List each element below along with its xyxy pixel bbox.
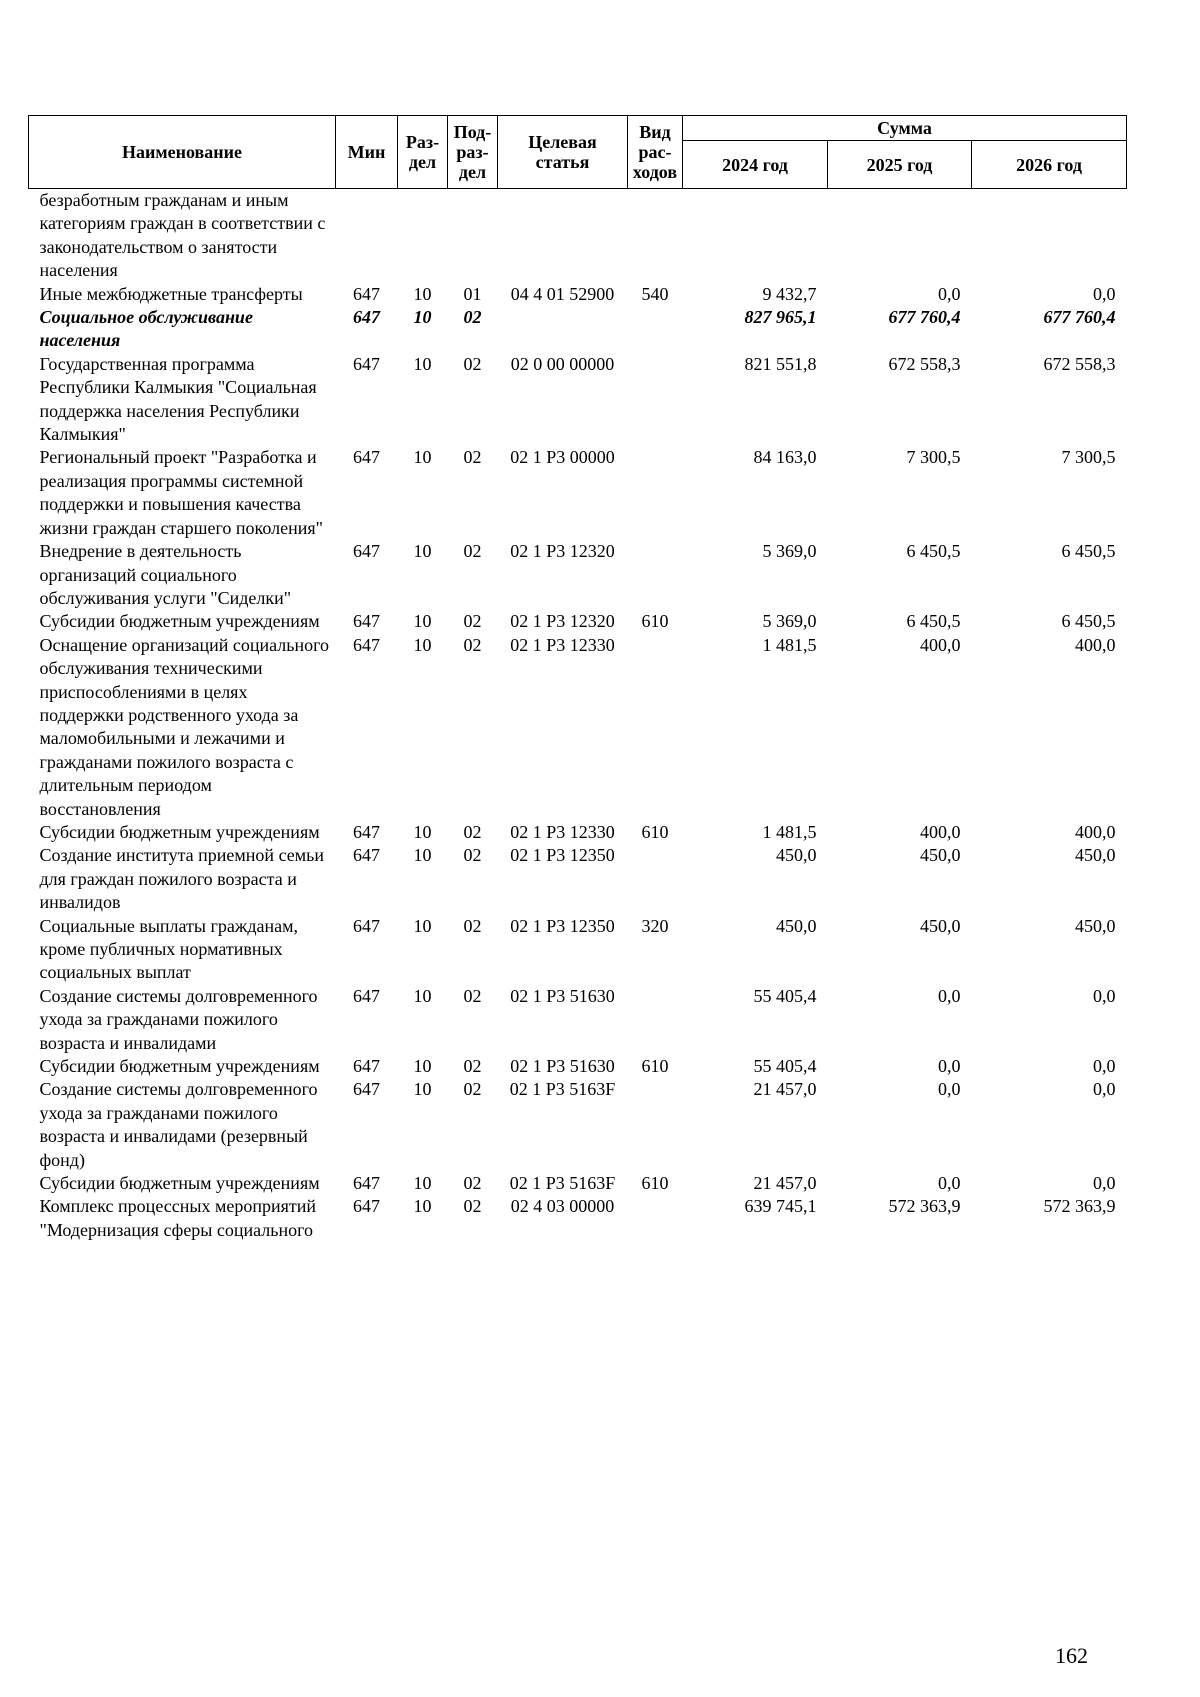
- cell-2026: 7 300,5: [1061, 447, 1116, 468]
- header-podrazdel: Под- раз- дел: [448, 116, 498, 189]
- cell-razdel: 10: [413, 541, 432, 562]
- header-target: Целевая статья: [498, 116, 628, 189]
- cell-target: 02 1 P3 00000: [510, 447, 615, 468]
- cell-2024: 84 163,0: [753, 447, 817, 468]
- cell-2025: 672 558,3: [888, 353, 961, 374]
- cell-2024: 55 405,4: [753, 1056, 817, 1077]
- cell-2024: [683, 189, 828, 283]
- cell-razdel: 10: [413, 611, 432, 632]
- table-body: [29, 189, 1127, 1243]
- cell-vid: [628, 985, 683, 1055]
- cell-2026: 400,0: [1075, 634, 1116, 655]
- cell-2024: 827 965,1: [744, 307, 817, 328]
- cell-2024: 5 369,0: [762, 611, 817, 632]
- page-number: 162: [1055, 1643, 1088, 1668]
- cell-2025: 450,0: [920, 915, 961, 936]
- cell-target: 02 1 P3 51630: [510, 1056, 615, 1077]
- cell-min: 647: [353, 1173, 380, 1194]
- cell-2026: 6 450,5: [1061, 611, 1116, 632]
- cell-min: 647: [353, 353, 380, 374]
- table-row: [29, 1078, 1127, 1172]
- cell-name: Создание института приемной семьи для граждан пожилого возраста и инвалидов: [39, 845, 324, 913]
- cell-target: 02 1 P3 5163F: [509, 1173, 616, 1194]
- cell-name: Оснащение организаций социального обслуживания техническими приспособлениями в целях поддержки родственного ухода за маломобильными и лежачими и гражданами пожилого возраста с длительным периодом восстановления: [39, 634, 330, 819]
- header-sum: Сумма: [683, 116, 1127, 141]
- cell-razdel: 10: [413, 1079, 432, 1100]
- cell-target: 04 4 01 52900: [510, 283, 615, 304]
- cell-podrazdel: 02: [463, 1056, 482, 1077]
- cell-razdel: 10: [413, 845, 432, 866]
- cell-2025: 400,0: [920, 634, 961, 655]
- cell-razdel: 10: [413, 915, 432, 936]
- cell-2026: 0,0: [1093, 1173, 1116, 1194]
- cell-vid: 610: [641, 611, 669, 632]
- cell-2025: 0,0: [938, 1173, 961, 1194]
- cell-vid: [628, 1195, 683, 1242]
- cell-vid: 610: [641, 821, 669, 842]
- cell-razdel: 10: [413, 1056, 432, 1077]
- table-header: [29, 116, 1127, 189]
- header-min: Мин: [336, 116, 398, 189]
- table-row: [29, 634, 1127, 821]
- cell-2026: 0,0: [1093, 1056, 1116, 1077]
- cell-2025: 0,0: [938, 1079, 961, 1100]
- cell-target: 02 1 P3 12330: [510, 634, 615, 655]
- cell-razdel: 10: [413, 447, 432, 468]
- cell-2024: 450,0: [776, 915, 817, 936]
- cell-podrazdel: 02: [463, 1079, 482, 1100]
- cell-name: Создание системы долговременного ухода за гражданами пожилого возраста и инвалидами (резервный фонд): [39, 1079, 318, 1170]
- cell-name: Региональный проект "Разработка и реализация программы системной поддержки и повышения качества жизни граждан старшего поколения": [39, 447, 323, 538]
- cell-min: 647: [353, 845, 380, 866]
- cell-2024: 821 551,8: [744, 353, 817, 374]
- cell-razdel: 10: [413, 1173, 432, 1194]
- cell-2026: 0,0: [1093, 283, 1116, 304]
- header-name: Наименование: [29, 116, 336, 189]
- cell-2025: 0,0: [938, 985, 961, 1006]
- cell-razdel: 10: [413, 985, 432, 1006]
- cell-vid: 540: [641, 283, 669, 304]
- table-row: [29, 985, 1127, 1055]
- cell-name: Субсидии бюджетным учреждениям: [39, 611, 320, 632]
- cell-razdel: 10: [413, 283, 432, 304]
- cell-min: 647: [353, 611, 380, 632]
- cell-vid: 320: [641, 915, 669, 936]
- table-row: [29, 353, 1127, 447]
- budget-table: [28, 115, 1127, 1242]
- cell-min: 647: [353, 1196, 380, 1217]
- cell-vid: 610: [641, 1173, 669, 1194]
- table-row: [29, 915, 1127, 985]
- cell-2025: 0,0: [938, 1056, 961, 1077]
- cell-podrazdel: [448, 189, 498, 283]
- cell-vid: [628, 353, 683, 447]
- table-row: [29, 189, 1127, 283]
- cell-vid: [628, 540, 683, 610]
- cell-podrazdel: 02: [463, 821, 482, 842]
- cell-2026: 0,0: [1093, 985, 1116, 1006]
- cell-razdel: 10: [413, 307, 432, 328]
- cell-vid: [628, 446, 683, 540]
- cell-2024: 639 745,1: [744, 1196, 817, 1217]
- cell-2026: 450,0: [1075, 845, 1116, 866]
- cell-target: 02 4 03 00000: [510, 1196, 615, 1217]
- cell-name: Субсидии бюджетным учреждениям: [39, 1056, 320, 1077]
- cell-2026: 450,0: [1075, 915, 1116, 936]
- table-row: [29, 446, 1127, 540]
- cell-min: 647: [353, 283, 380, 304]
- table-row: [29, 844, 1127, 914]
- cell-podrazdel: 01: [463, 283, 482, 304]
- cell-name: Субсидии бюджетным учреждениям: [39, 821, 320, 842]
- cell-2025: 6 450,5: [906, 541, 961, 562]
- table-row: [29, 821, 1127, 844]
- cell-min: 647: [353, 821, 380, 842]
- table-row: [29, 1055, 1127, 1078]
- cell-2026: 672 558,3: [1043, 353, 1116, 374]
- cell-min: 647: [353, 915, 380, 936]
- cell-target: [498, 189, 628, 283]
- cell-2026: 6 450,5: [1061, 541, 1116, 562]
- cell-2024: 21 457,0: [753, 1173, 817, 1194]
- header-2026: 2026 год: [972, 141, 1127, 189]
- cell-min: 647: [353, 541, 380, 562]
- cell-podrazdel: 02: [463, 915, 482, 936]
- cell-podrazdel: 02: [463, 634, 482, 655]
- cell-name: Внедрение в деятельность организаций социального обслуживания услуги "Сиделки": [39, 541, 292, 608]
- table-row: [29, 540, 1127, 610]
- table-row: [29, 306, 1127, 353]
- cell-name: безработным гражданам и иным категориям граждан в соответствии с законодательством о занятости населения: [39, 190, 326, 281]
- cell-2025: 677 760,4: [888, 307, 961, 328]
- cell-2024: 5 369,0: [762, 541, 817, 562]
- cell-vid: 610: [641, 1056, 669, 1077]
- table-row: [29, 1195, 1127, 1242]
- cell-min: 647: [353, 634, 380, 655]
- cell-2025: 6 450,5: [906, 611, 961, 632]
- cell-name: Государственная программа Республики Калмыкия "Социальная поддержка населения Республики Калмыкия": [39, 353, 317, 445]
- cell-target: 02 1 P3 12350: [510, 915, 615, 936]
- header-razdel: Раз- дел: [398, 116, 448, 189]
- cell-podrazdel: 02: [463, 611, 482, 632]
- cell-podrazdel: 02: [463, 353, 482, 374]
- header-2024: 2024 год: [683, 141, 828, 189]
- cell-2024: 1 481,5: [762, 821, 817, 842]
- cell-target: 02 1 P3 12330: [510, 821, 615, 842]
- cell-podrazdel: 02: [463, 307, 482, 328]
- cell-2026: 0,0: [1093, 1079, 1116, 1100]
- cell-min: [336, 189, 398, 283]
- cell-min: 647: [353, 447, 380, 468]
- cell-vid: [628, 1078, 683, 1172]
- table-row: [29, 1172, 1127, 1195]
- cell-2026: 677 760,4: [1043, 307, 1116, 328]
- cell-razdel: 10: [413, 1196, 432, 1217]
- cell-name: Комплекс процессных мероприятий "Модернизация сферы социального: [39, 1196, 317, 1240]
- cell-vid: [628, 844, 683, 914]
- cell-podrazdel: 02: [463, 541, 482, 562]
- cell-2025: 0,0: [938, 283, 961, 304]
- cell-min: 647: [353, 1079, 380, 1100]
- cell-2025: 450,0: [920, 845, 961, 866]
- cell-podrazdel: 02: [463, 447, 482, 468]
- cell-podrazdel: 02: [463, 985, 482, 1006]
- cell-2025: 572 363,9: [888, 1196, 961, 1217]
- cell-min: 647: [353, 307, 380, 328]
- cell-name: Иные межбюджетные трансферты: [39, 283, 303, 304]
- cell-target: 02 1 P3 12320: [510, 541, 615, 562]
- cell-podrazdel: 02: [463, 1173, 482, 1194]
- header-vid: Вид рас- ходов: [628, 116, 683, 189]
- cell-min: 647: [353, 1056, 380, 1077]
- cell-razdel: 10: [413, 821, 432, 842]
- cell-target: 02 1 P3 12350: [510, 845, 615, 866]
- cell-2024: 450,0: [776, 845, 817, 866]
- cell-target: 02 0 00 00000: [510, 353, 615, 374]
- cell-name: Создание системы долговременного ухода за гражданами пожилого возраста и инвалидами: [39, 985, 318, 1053]
- cell-podrazdel: 02: [463, 845, 482, 866]
- cell-2024: 1 481,5: [762, 634, 817, 655]
- cell-2024: 9 432,7: [762, 283, 817, 304]
- cell-2025: [828, 189, 972, 283]
- cell-vid: [628, 634, 683, 821]
- cell-target: 02 1 P3 12320: [510, 611, 615, 632]
- cell-razdel: [398, 189, 448, 283]
- cell-razdel: 10: [413, 634, 432, 655]
- cell-name: Социальные выплаты гражданам, кроме публичных нормативных социальных выплат: [39, 915, 298, 983]
- cell-min: 647: [353, 985, 380, 1006]
- cell-razdel: 10: [413, 353, 432, 374]
- cell-podrazdel: 02: [463, 1196, 482, 1217]
- cell-vid: [628, 306, 683, 353]
- cell-name: Субсидии бюджетным учреждениям: [39, 1173, 320, 1194]
- cell-2026: 572 363,9: [1043, 1196, 1116, 1217]
- cell-2024: 55 405,4: [753, 985, 817, 1006]
- cell-name: Социальное обслуживание населения: [39, 307, 253, 351]
- cell-target: 02 1 P3 5163F: [509, 1079, 616, 1100]
- cell-vid: [628, 189, 683, 283]
- cell-2025: 7 300,5: [906, 447, 961, 468]
- table-row: [29, 610, 1127, 633]
- cell-target: [498, 306, 628, 353]
- table-row: [29, 283, 1127, 306]
- cell-target: 02 1 P3 51630: [510, 985, 615, 1006]
- cell-2026: 400,0: [1075, 821, 1116, 842]
- cell-2024: 21 457,0: [753, 1079, 817, 1100]
- cell-2026: [972, 189, 1127, 283]
- header-2025: 2025 год: [828, 141, 972, 189]
- cell-2025: 400,0: [920, 821, 961, 842]
